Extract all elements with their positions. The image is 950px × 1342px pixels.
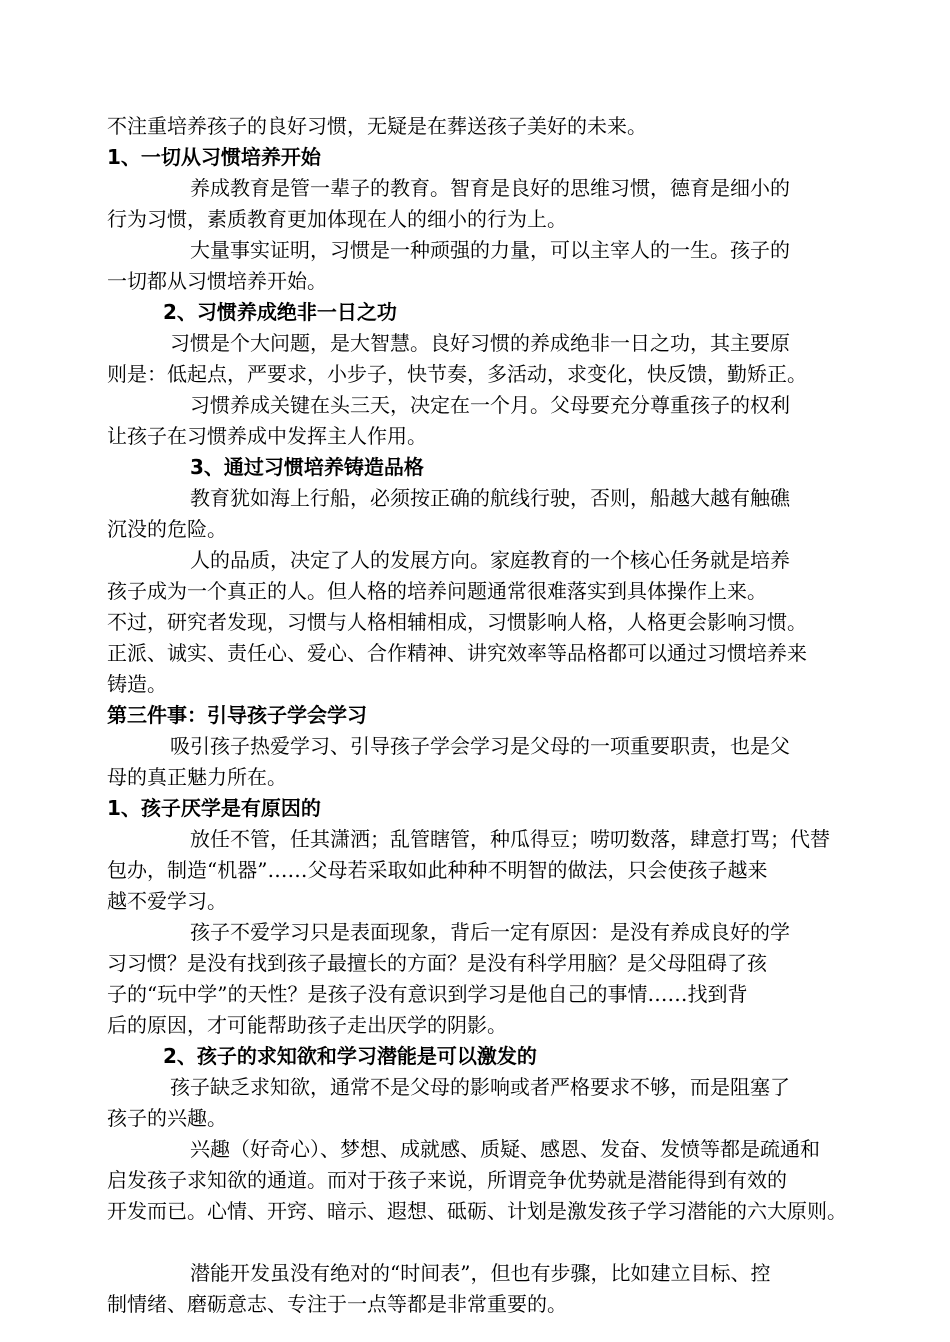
paragraph-line: 行为习惯，素质教育更加体现在人的细小的行为上。 [107, 207, 567, 231]
paragraph-line: 不过，研究者发现，习惯与人格相辅相成，习惯影响人格，人格更会影响习惯。 [107, 610, 807, 634]
paragraph-line: 制情绪、磨砺意志、专注于一点等都是非常重要的。 [107, 1292, 567, 1316]
paragraph-line: 不注重培养孩子的良好习惯，无疑是在葬送孩子美好的未来。 [107, 114, 647, 138]
section-heading: 2、孩子的求知欲和学习潜能是可以激发的 [163, 1044, 537, 1068]
paragraph-line: 母的真正魅力所在。 [107, 765, 287, 789]
section-heading: 3、通过习惯培养铸造品格 [190, 455, 424, 479]
paragraph-line: 习惯养成关键在头三天，决定在一个月。父母要充分尊重孩子的权利 [190, 393, 790, 417]
paragraph-line: 正派、诚实、责任心、爱心、合作精神、讲究效率等品格都可以通过习惯培养来 [107, 641, 807, 665]
paragraph-line: 启发孩子求知欲的通道。而对于孩子来说，所谓竞争优势就是潜能得到有效的 [107, 1168, 787, 1192]
paragraph-line: 则是：低起点，严要求，小步子，快节奏，多活动，求变化，快反馈，勤矫正。 [107, 362, 807, 386]
section-heading: 1、一切从习惯培养开始 [107, 145, 321, 169]
section-heading: 1、孩子厌学是有原因的 [107, 796, 321, 820]
paragraph-line: 沉没的危险。 [107, 517, 227, 541]
paragraph-line: 让孩子在习惯养成中发挥主人作用。 [107, 424, 427, 448]
paragraph-line: 放任不管，任其潇洒；乱管瞎管，种瓜得豆；唠叨数落，肆意打骂；代替 [190, 827, 830, 851]
paragraph-line: 包办，制造“机器”……父母若采取如此种种不明智的做法，只会使孩子越来 [107, 858, 768, 882]
paragraph-line: 人的品质，决定了人的发展方向。家庭教育的一个核心任务就是培养 [190, 548, 790, 572]
section-heading: 2、习惯养成绝非一日之功 [163, 300, 397, 324]
paragraph-line: 习惯是个大问题，是大智慧。良好习惯的养成绝非一日之功，其主要原 [170, 331, 790, 355]
paragraph-line: 孩子缺乏求知欲，通常不是父母的影响或者严格要求不够，而是阻塞了 [170, 1075, 790, 1099]
paragraph-line: 养成教育是管一辈子的教育。智育是良好的思维习惯，德育是细小的 [190, 176, 790, 200]
paragraph-line: 一切都从习惯培养开始。 [107, 269, 327, 293]
paragraph-line: 开发而已。心情、开窍、暗示、遐想、砥砺、计划是激发孩子学习潜能的六大原则。 [107, 1199, 847, 1223]
paragraph-line: 后的原因，才可能帮助孩子走出厌学的阴影。 [107, 1013, 507, 1037]
paragraph-line: 兴趣（好奇心）、梦想、成就感、质疑、感恩、发奋、发愤等都是疏通和 [190, 1137, 820, 1161]
paragraph-line: 铸造。 [107, 672, 167, 696]
paragraph-line: 习习惯？是没有找到孩子最擅长的方面？是没有科学用脑？是父母阻碍了孩 [107, 951, 767, 975]
chapter-heading: 第三件事：引导孩子学会学习 [107, 703, 367, 727]
paragraph-line: 孩子的兴趣。 [107, 1106, 227, 1130]
paragraph-line: 潜能开发虽没有绝对的“时间表”，但也有步骤，比如建立目标、控 [190, 1261, 771, 1285]
paragraph-line: 吸引孩子热爱学习、引导孩子学会学习是父母的一项重要职责，也是父 [170, 734, 790, 758]
paragraph-line: 孩子成为一个真正的人。但人格的培养问题通常很难落实到具体操作上来。 [107, 579, 767, 603]
paragraph-line: 大量事实证明，习惯是一种顽强的力量，可以主宰人的一生。孩子的 [190, 238, 790, 262]
paragraph-line: 孩子不爱学习只是表面现象，背后一定有原因：是没有养成良好的学 [190, 920, 790, 944]
paragraph-line: 教育犹如海上行船，必须按正确的航线行驶，否则，船越大越有触礁 [190, 486, 790, 510]
paragraph-line: 子的“玩中学”的天性？是孩子没有意识到学习是他自己的事情……找到背 [107, 982, 748, 1006]
paragraph-line: 越不爱学习。 [107, 889, 227, 913]
